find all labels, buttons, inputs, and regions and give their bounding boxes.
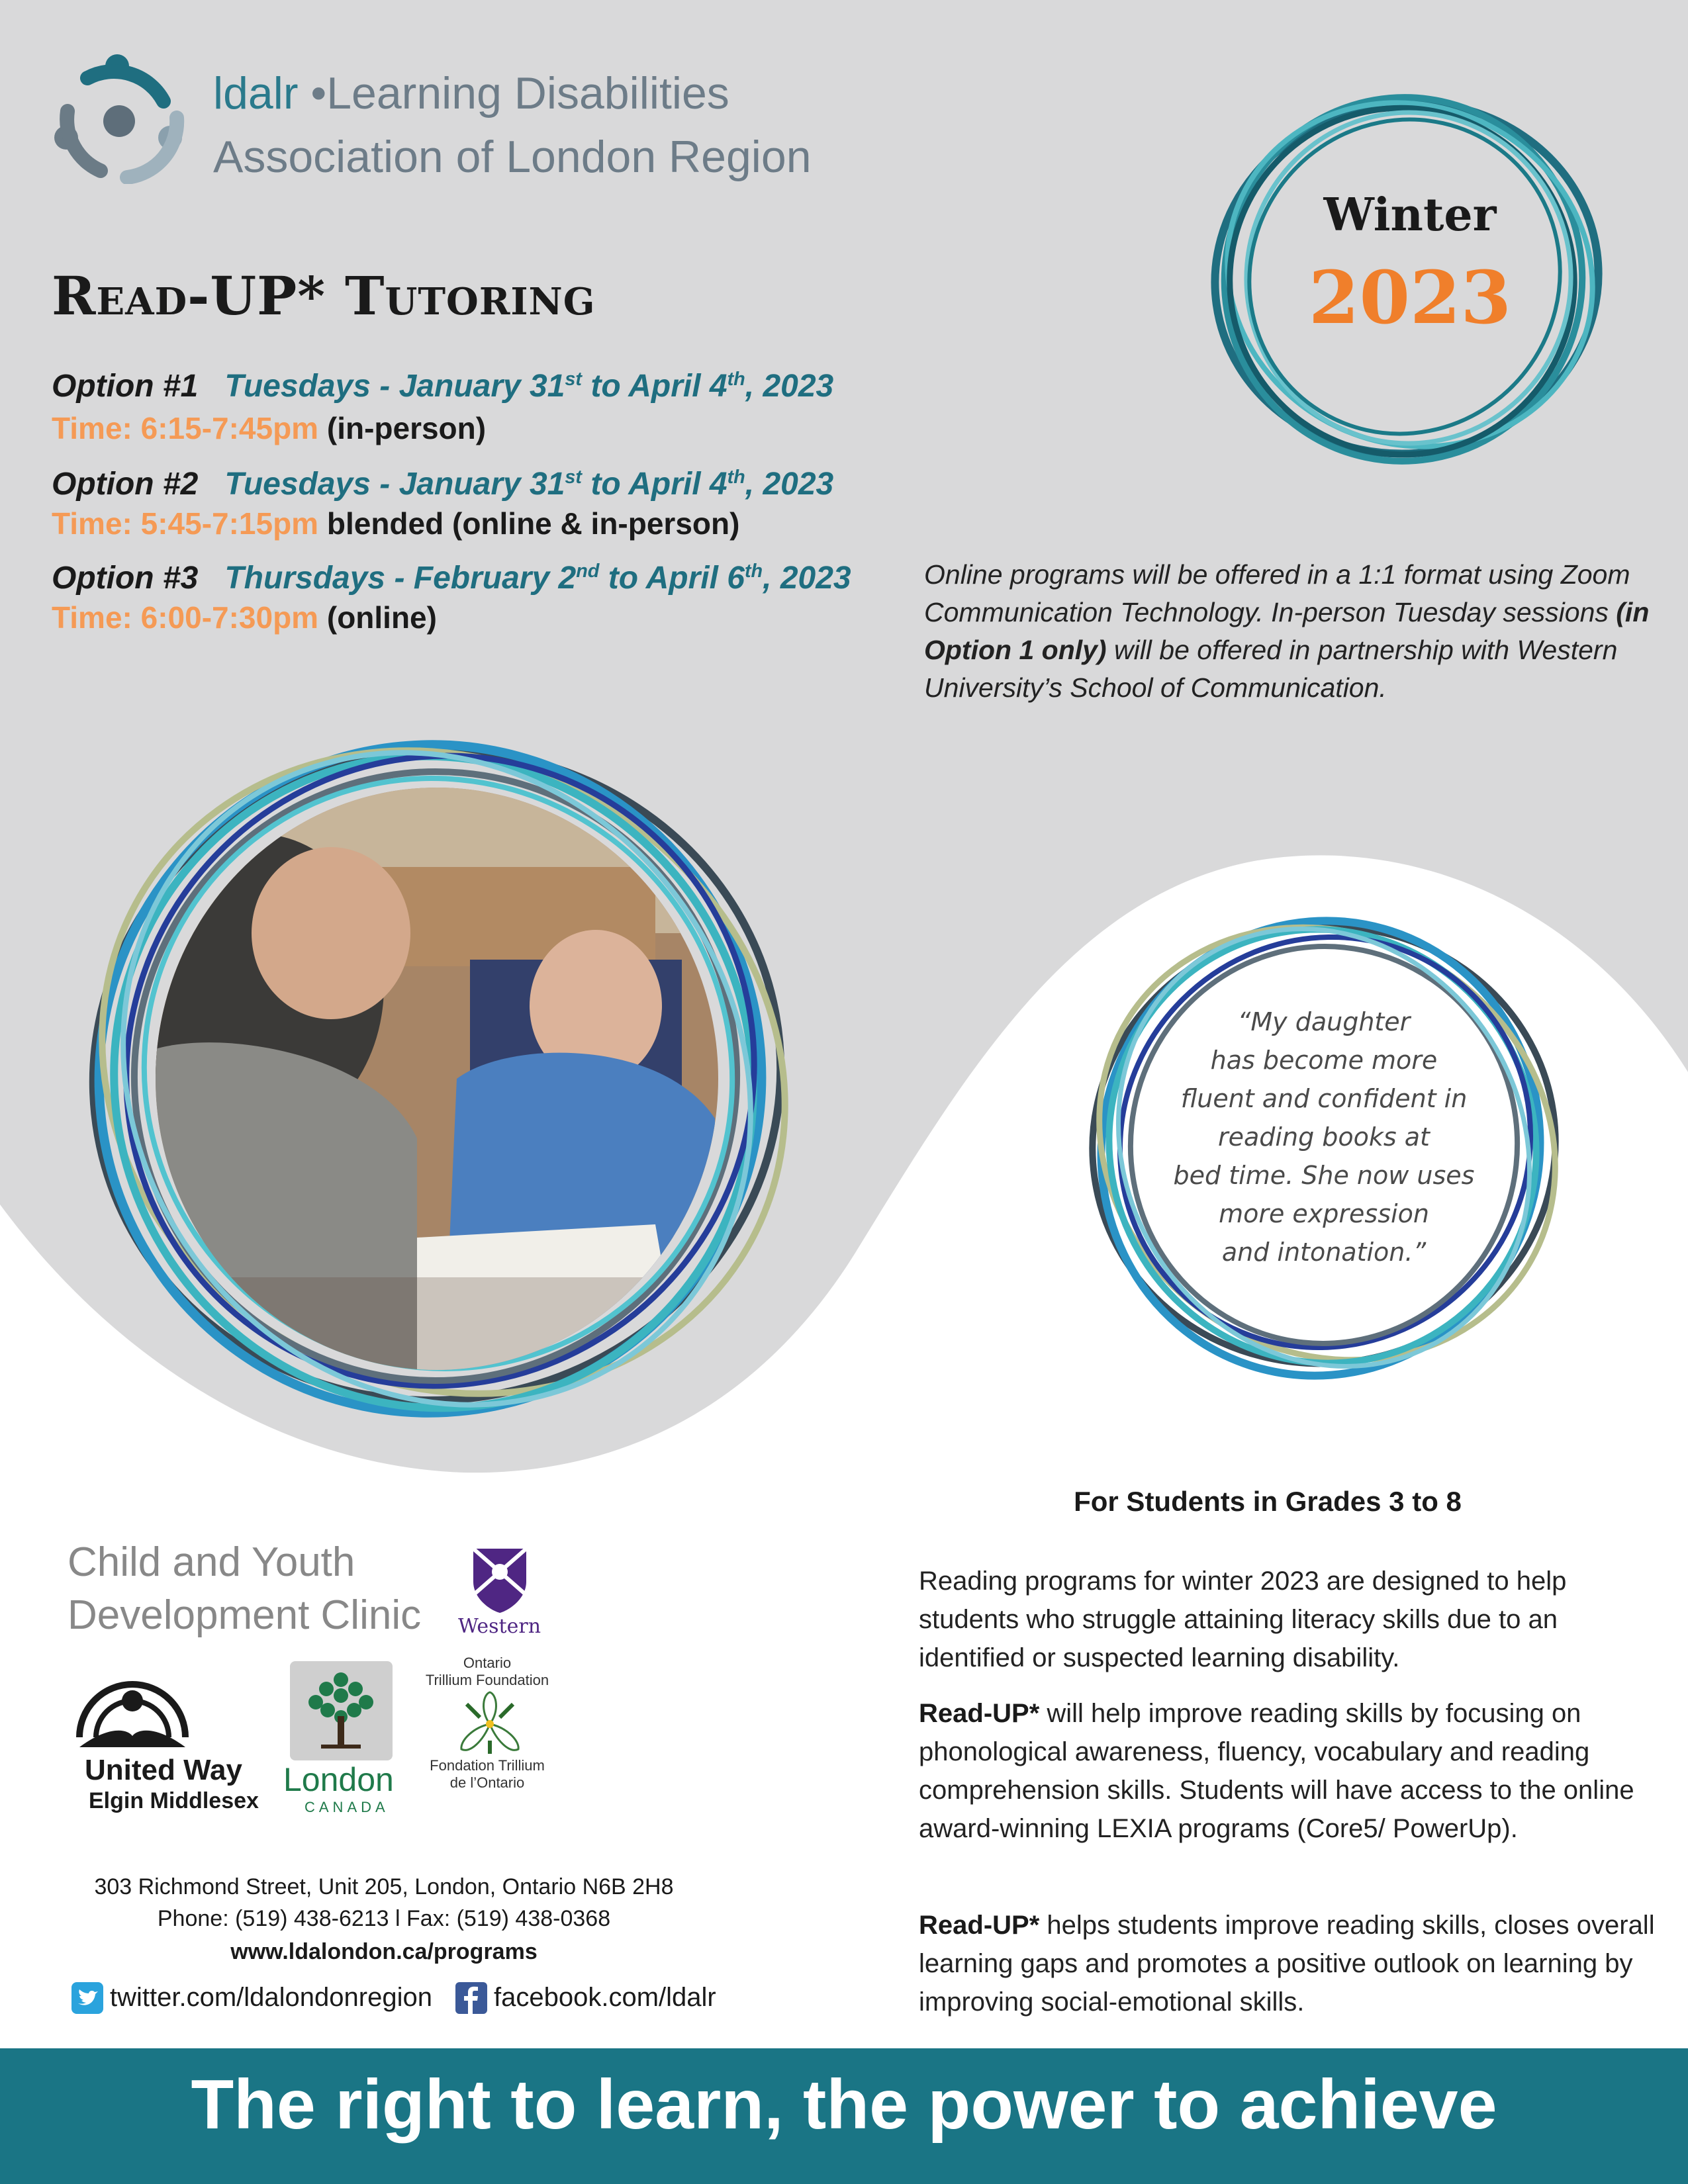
trillium-top-1: Ontario <box>463 1655 512 1671</box>
contact-address: 303 Richmond Street, Unit 205, London, Ontario N6B 2H8 <box>94 1874 674 1899</box>
clinic-name-line1: Child and Youth <box>68 1539 355 1585</box>
season-label: Winter <box>1323 189 1497 242</box>
clinic-name-line2: Development Clinic <box>68 1592 422 1638</box>
western-crest-icon <box>470 1545 530 1615</box>
contact-website[interactable]: www.ldalondon.ca/programs <box>230 1939 538 1964</box>
org-name-line1: ldalr •Learning Disabilities <box>213 68 729 118</box>
students-heading: For Students in Grades 3 to 8 <box>1074 1486 1462 1517</box>
students-para-2: Read-UP* will help improve reading skills by focusing on phonological awareness, fluency, vocabulary and reading comprehension skills. Students will have access to the online award-winning LEXIA programs (Core5/ PowerUp). <box>919 1699 1634 1843</box>
program-title: Read-UP* Tutoring <box>52 265 596 327</box>
option-2-schedule: Option #2 Tuesdays - January 31st to April 4th, 2023 <box>52 467 834 502</box>
footer-tagline: The right to learn, the power to achieve <box>191 2066 1497 2144</box>
testimonial-quote: “My daughter has become more fluent and confident in reading books at bed time. She now uses more expression and intonation.” <box>1173 1007 1475 1267</box>
trillium-top-2: Trillium Foundation <box>425 1672 549 1688</box>
option-2-time: Time: 5:45-7:15pm blended (online & in-person) <box>52 506 740 541</box>
students-para-1: Reading programs for winter 2023 are designed to help students who struggle attaining literacy skills due to an identified or suspected learning disability. <box>919 1567 1567 1672</box>
trillium-bottom-1: Fondation Trillium <box>430 1757 545 1774</box>
london-sub: CANADA <box>305 1799 389 1815</box>
trillium-bottom-2: de l’Ontario <box>449 1774 525 1791</box>
contact-phone: Phone: (519) 438-6213 l Fax: (519) 438-0368 <box>157 1906 611 1931</box>
option-3-time: Time: 6:00-7:30pm (online) <box>52 600 437 635</box>
london-tree-icon <box>301 1666 381 1756</box>
online-note: Online programs will be offered in a 1:1 format using Zoom Communication Technology. In-person Tuesday sessions (in Option 1 only) will be offered in partnership with Western University’s School of Communication. <box>924 559 1650 703</box>
united-way-line2: Elgin Middlesex <box>89 1788 259 1813</box>
twitter-link[interactable]: twitter.com/ldalondonregion <box>110 1983 432 2012</box>
org-abbrev: ldalr <box>213 68 299 118</box>
london-label: London <box>283 1761 394 1798</box>
united-way-line1: United Way <box>85 1754 242 1786</box>
students-para-3: Read-UP* helps students improve reading skills, closes overall learning gaps and promotes a positive outlook on learning by improving social-emotional skills. <box>919 1911 1655 2017</box>
option-1-time: Time: 6:15-7:45pm (in-person) <box>52 411 487 445</box>
ldalr-logo-icon <box>48 52 193 184</box>
option-3-schedule: Option #3 Thursdays - February 2nd to April 6th, 2023 <box>52 561 851 596</box>
facebook-icon[interactable] <box>455 1982 487 2014</box>
united-way-icon <box>66 1664 199 1757</box>
season-year: 2023 <box>1308 255 1512 340</box>
trillium-flower-icon <box>453 1691 526 1757</box>
western-label: Western <box>458 1615 541 1638</box>
org-name-line2: Association of London Region <box>213 132 812 182</box>
option-1-schedule: Option #1 Tuesdays - January 31st to April 4th, 2023 <box>52 369 834 404</box>
photo-rings <box>46 708 827 1443</box>
twitter-icon[interactable] <box>71 1982 103 2014</box>
facebook-link[interactable]: facebook.com/ldalr <box>494 1983 716 2012</box>
